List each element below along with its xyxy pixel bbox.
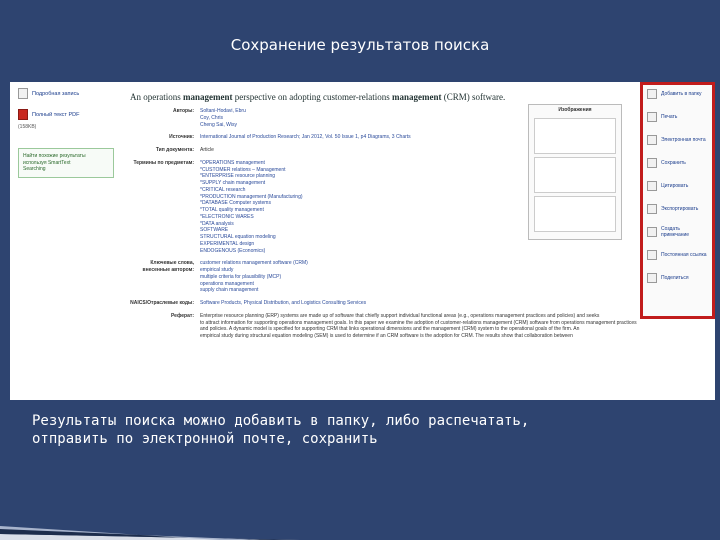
action-label: Постоянная ссылка bbox=[661, 252, 707, 258]
action-label: Цитировать bbox=[661, 183, 689, 189]
field-value-line: to attract information for supporting operations management goals. In this paper we examine the adoption of customer-relations management (CRM) software from operations management practices bbox=[200, 319, 637, 326]
field-value-line[interactable]: Soltani-Hodavi, Ebru bbox=[200, 108, 246, 114]
field-value-line[interactable]: ENDOGENOUS (Economics) bbox=[200, 247, 266, 254]
action-item[interactable] bbox=[643, 154, 712, 172]
field-value-line[interactable]: *SUPPLY chain management bbox=[200, 180, 266, 186]
title-fragment: perspective on adopting customer-relations bbox=[232, 92, 393, 102]
field-value-line[interactable]: multiple criteria for plausibility (MCP) bbox=[200, 273, 282, 280]
field-value-line[interactable]: *TOTAL quality management bbox=[200, 207, 264, 213]
note-icon bbox=[647, 227, 657, 237]
field-value-line[interactable]: empirical study bbox=[200, 267, 234, 273]
field-value-line[interactable]: *DATA analysis bbox=[200, 220, 234, 227]
record-field bbox=[130, 260, 640, 294]
field-label: Тип документа: bbox=[155, 147, 194, 153]
action-item[interactable] bbox=[643, 108, 712, 126]
title-fragment: (CRM) software. bbox=[441, 92, 506, 102]
field-value bbox=[200, 134, 411, 141]
field-label: NAICS/Отраслевые коды: bbox=[130, 300, 194, 306]
detailed-view-link[interactable]: Подробная запись bbox=[18, 88, 116, 99]
full-text-pdf-link[interactable]: Полный текст PDF bbox=[18, 109, 116, 120]
preview-figure[interactable] bbox=[534, 118, 616, 154]
field-value bbox=[200, 108, 246, 128]
field-value-line[interactable]: *DATABASE Computer systems bbox=[200, 200, 271, 207]
decorative-stripes bbox=[0, 500, 300, 540]
title-fragment: An operations bbox=[130, 92, 183, 102]
field-label: Термины по предметам: bbox=[133, 159, 194, 166]
pdf-size: (158KB) bbox=[18, 124, 37, 130]
share-icon bbox=[647, 273, 657, 283]
field-value-line[interactable]: *ELECTRONIC WARES bbox=[200, 213, 254, 220]
field-value-line[interactable]: *OPERATIONS management bbox=[200, 159, 265, 166]
field-value bbox=[200, 300, 366, 307]
field-value-line[interactable]: SOFTWARE bbox=[200, 227, 229, 234]
action-label: Электронная почта bbox=[661, 137, 706, 143]
field-value-line: and policies. A dynamic model is specified for supporting CRM that links operational dimensions and the management (CRM) system to the operational goals of the firm. An bbox=[200, 326, 580, 333]
article-title[interactable] bbox=[130, 92, 640, 102]
actions-panel bbox=[640, 82, 715, 319]
field-value-line[interactable]: STRUCTURAL equation modeling bbox=[200, 234, 276, 240]
field-value-line[interactable]: *ENTERPRISE resource planning bbox=[200, 173, 276, 180]
title-fragment: management bbox=[183, 92, 233, 102]
field-value-line[interactable]: Coy, Chris bbox=[200, 114, 223, 121]
slide-body bbox=[0, 412, 720, 448]
action-item[interactable] bbox=[643, 269, 712, 287]
field-label: Реферат: bbox=[170, 312, 194, 319]
field-value-line: empirical study during structural equation modeling (SEM) is used to determine if an CRM software is the adoption for CRM. The results show that collaboration between bbox=[200, 333, 573, 339]
action-label: Печать bbox=[661, 114, 678, 120]
field-value-line[interactable]: supply chain management bbox=[200, 287, 259, 294]
action-label: Создать примечание bbox=[661, 226, 690, 238]
field-value bbox=[200, 160, 303, 255]
cite-icon bbox=[647, 181, 657, 191]
search-result-screenshot bbox=[10, 82, 715, 400]
body-line: отправить по электронной почте, сохранить bbox=[32, 431, 378, 448]
print-icon bbox=[647, 112, 657, 122]
action-label: Сохранить bbox=[661, 160, 686, 166]
field-value-line[interactable]: operations management bbox=[200, 280, 254, 287]
field-value-line[interactable]: *PRODUCTION management (Manufacturing) bbox=[200, 193, 303, 200]
folder-icon bbox=[647, 89, 657, 99]
field-value-line: Article bbox=[200, 147, 214, 153]
save-icon bbox=[647, 158, 657, 168]
field-value-line[interactable]: Software Products, Physical Distribution, and Logistics Consulting Services bbox=[200, 300, 367, 306]
email-icon bbox=[647, 135, 657, 145]
images-preview[interactable] bbox=[528, 104, 622, 240]
preview-title: Изображения bbox=[558, 107, 592, 113]
export-icon bbox=[647, 204, 657, 214]
title-fragment: management bbox=[392, 92, 442, 102]
preview-figure[interactable] bbox=[534, 157, 616, 193]
field-value-line[interactable]: EXPERIMENTAL design bbox=[200, 240, 255, 247]
body-line: Результаты поиска можно добавить в папку, либо распечатать, bbox=[32, 413, 530, 429]
action-item[interactable] bbox=[643, 131, 712, 149]
document-icon bbox=[18, 88, 28, 99]
record-field bbox=[130, 313, 640, 340]
field-value bbox=[200, 147, 214, 154]
field-value-line[interactable]: Cheng Sai, Wisy bbox=[200, 121, 237, 128]
action-item[interactable] bbox=[643, 200, 712, 218]
field-value bbox=[200, 260, 308, 294]
record-field bbox=[130, 300, 640, 307]
left-links-panel bbox=[18, 88, 116, 178]
smarttext-box[interactable]: Найти похожие результаты используя SmartText Searching bbox=[18, 148, 114, 178]
field-label: Авторы: bbox=[172, 108, 194, 114]
slide-title: Сохранение результатов поиска bbox=[230, 36, 490, 54]
field-value bbox=[200, 313, 637, 340]
field-label: Ключевые слова, внесенные автором: bbox=[142, 260, 194, 273]
action-item[interactable] bbox=[643, 246, 712, 264]
field-value-line[interactable]: International Journal of Production Research; Jan 2012, Vol. 50 Issue 1, p4 Diagrams, 3 Charts bbox=[200, 134, 411, 141]
preview-figure[interactable] bbox=[534, 196, 616, 232]
field-value-line[interactable]: *CUSTOMER relations – Management bbox=[200, 166, 286, 173]
pdf-icon bbox=[18, 109, 28, 120]
action-label: Добавить в папку bbox=[661, 91, 702, 97]
field-value-line[interactable]: customer relations management software (CRM) bbox=[200, 260, 308, 267]
action-label: Экспортировать bbox=[661, 206, 699, 212]
link-icon bbox=[647, 250, 657, 260]
field-label: Источник: bbox=[169, 134, 194, 141]
action-item[interactable] bbox=[643, 223, 712, 241]
action-label: Поделиться bbox=[661, 275, 689, 281]
action-item[interactable] bbox=[643, 177, 712, 195]
field-value-line: Enterprise resource planning (ERP) systems are made up of software that chiefly support individual functional areas (e.g., operations management practices and policies) and seeks bbox=[200, 312, 600, 319]
action-item[interactable] bbox=[643, 85, 712, 103]
field-value-line[interactable]: *CRITICAL research bbox=[200, 186, 246, 193]
